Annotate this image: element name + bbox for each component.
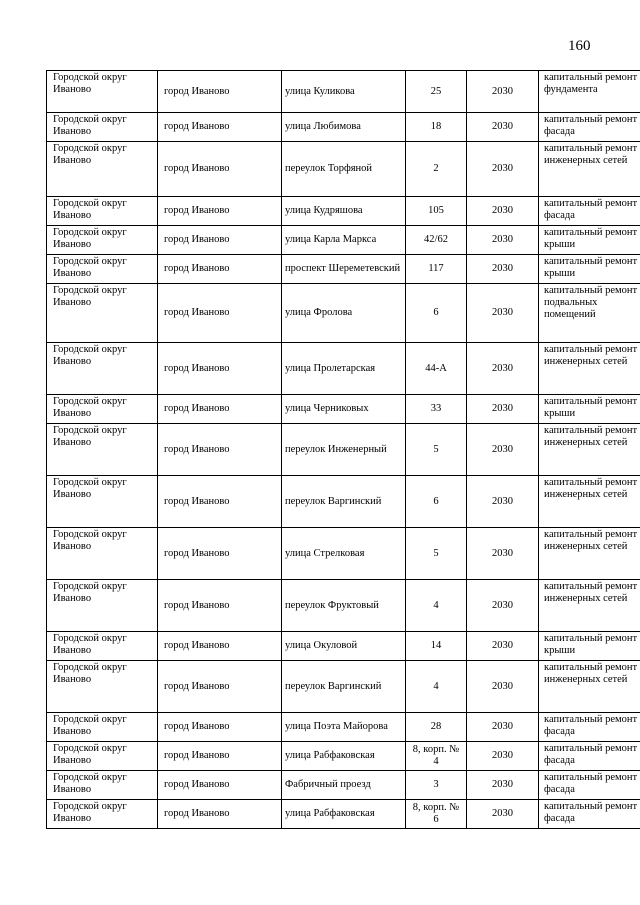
street-cell: Фабричный проезд bbox=[282, 771, 406, 800]
house-number-cell: 6 bbox=[406, 476, 467, 528]
street-cell: улица Любимова bbox=[282, 113, 406, 142]
street-cell: улица Окуловой bbox=[282, 632, 406, 661]
house-number-cell: 14 bbox=[406, 632, 467, 661]
city-cell: город Иваново bbox=[158, 197, 282, 226]
district-cell: Городской округ Иваново bbox=[47, 284, 158, 343]
year-cell: 2030 bbox=[467, 284, 539, 343]
street-cell: переулок Варгинский bbox=[282, 476, 406, 528]
house-number-cell: 33 bbox=[406, 395, 467, 424]
table-row bbox=[47, 113, 640, 142]
house-number-cell: 8, корп. № 4 bbox=[406, 742, 467, 771]
table-row bbox=[47, 226, 640, 255]
house-number-cell: 28 bbox=[406, 713, 467, 742]
street-cell: улица Рабфаковская bbox=[282, 742, 406, 771]
district-cell: Городской округ Иваново bbox=[47, 255, 158, 284]
street-cell: проспект Шереметевский bbox=[282, 255, 406, 284]
year-cell: 2030 bbox=[467, 742, 539, 771]
work-type-cell: капитальный ремонт крыши bbox=[539, 226, 640, 255]
house-number-cell: 5 bbox=[406, 424, 467, 476]
work-type-cell: капитальный ремонт инженерных сетей bbox=[539, 343, 640, 395]
house-number-cell: 4 bbox=[406, 661, 467, 713]
table-row bbox=[47, 71, 640, 113]
house-number-cell: 8, корп. № 6 bbox=[406, 800, 467, 829]
work-type-cell: капитальный ремонт инженерных сетей bbox=[539, 580, 640, 632]
city-cell: город Иваново bbox=[158, 580, 282, 632]
work-type-cell: капитальный ремонт фасада bbox=[539, 713, 640, 742]
table-row bbox=[47, 771, 640, 800]
district-cell: Городской округ Иваново bbox=[47, 661, 158, 713]
work-type-cell: капитальный ремонт крыши bbox=[539, 632, 640, 661]
work-type-cell: капитальный ремонт подвальных помещений bbox=[539, 284, 640, 343]
district-cell: Городской округ Иваново bbox=[47, 771, 158, 800]
table-row bbox=[47, 528, 640, 580]
city-cell: город Иваново bbox=[158, 284, 282, 343]
table-row bbox=[47, 424, 640, 476]
city-cell: город Иваново bbox=[158, 255, 282, 284]
street-cell: переулок Торфяной bbox=[282, 142, 406, 197]
page-number: 160 bbox=[568, 38, 591, 54]
table-row bbox=[47, 632, 640, 661]
table-row bbox=[47, 255, 640, 284]
work-type-cell: капитальный ремонт инженерных сетей bbox=[539, 476, 640, 528]
district-cell: Городской округ Иваново bbox=[47, 71, 158, 113]
year-cell: 2030 bbox=[467, 661, 539, 713]
street-cell: улица Фролова bbox=[282, 284, 406, 343]
house-number-cell: 5 bbox=[406, 528, 467, 580]
house-number-cell: 117 bbox=[406, 255, 467, 284]
year-cell: 2030 bbox=[467, 476, 539, 528]
city-cell: город Иваново bbox=[158, 226, 282, 255]
year-cell: 2030 bbox=[467, 197, 539, 226]
district-cell: Городской округ Иваново bbox=[47, 395, 158, 424]
district-cell: Городской округ Иваново bbox=[47, 580, 158, 632]
city-cell: город Иваново bbox=[158, 713, 282, 742]
table-row bbox=[47, 343, 640, 395]
city-cell: город Иваново bbox=[158, 343, 282, 395]
district-cell: Городской округ Иваново bbox=[47, 142, 158, 197]
street-cell: улица Поэта Майорова bbox=[282, 713, 406, 742]
district-cell: Городской округ Иваново bbox=[47, 113, 158, 142]
house-number-cell: 4 bbox=[406, 580, 467, 632]
year-cell: 2030 bbox=[467, 713, 539, 742]
work-type-cell: капитальный ремонт фасада bbox=[539, 113, 640, 142]
work-type-cell: капитальный ремонт крыши bbox=[539, 255, 640, 284]
city-cell: город Иваново bbox=[158, 771, 282, 800]
city-cell: город Иваново bbox=[158, 800, 282, 829]
table-row bbox=[47, 284, 640, 343]
city-cell: город Иваново bbox=[158, 528, 282, 580]
work-type-cell: капитальный ремонт инженерных сетей bbox=[539, 424, 640, 476]
work-type-cell: капитальный ремонт инженерных сетей bbox=[539, 528, 640, 580]
year-cell: 2030 bbox=[467, 424, 539, 476]
city-cell: город Иваново bbox=[158, 661, 282, 713]
city-cell: город Иваново bbox=[158, 71, 282, 113]
year-cell: 2030 bbox=[467, 632, 539, 661]
year-cell: 2030 bbox=[467, 771, 539, 800]
work-type-cell: капитальный ремонт фасада bbox=[539, 800, 640, 829]
year-cell: 2030 bbox=[467, 395, 539, 424]
year-cell: 2030 bbox=[467, 71, 539, 113]
house-number-cell: 42/62 bbox=[406, 226, 467, 255]
street-cell: улица Рабфаковская bbox=[282, 800, 406, 829]
house-number-cell: 18 bbox=[406, 113, 467, 142]
work-type-cell: капитальный ремонт фасада bbox=[539, 742, 640, 771]
work-type-cell: капитальный ремонт фундамента bbox=[539, 71, 640, 113]
district-cell: Городской округ Иваново bbox=[47, 476, 158, 528]
district-cell: Городской округ Иваново bbox=[47, 226, 158, 255]
repair-schedule-table bbox=[46, 70, 640, 829]
house-number-cell: 105 bbox=[406, 197, 467, 226]
city-cell: город Иваново bbox=[158, 113, 282, 142]
city-cell: город Иваново bbox=[158, 395, 282, 424]
district-cell: Городской округ Иваново bbox=[47, 528, 158, 580]
year-cell: 2030 bbox=[467, 113, 539, 142]
city-cell: город Иваново bbox=[158, 476, 282, 528]
table-row bbox=[47, 197, 640, 226]
house-number-cell: 3 bbox=[406, 771, 467, 800]
work-type-cell: капитальный ремонт инженерных сетей bbox=[539, 661, 640, 713]
table-row bbox=[47, 580, 640, 632]
city-cell: город Иваново bbox=[158, 424, 282, 476]
street-cell: переулок Варгинский bbox=[282, 661, 406, 713]
table-row bbox=[47, 713, 640, 742]
year-cell: 2030 bbox=[467, 800, 539, 829]
table-row bbox=[47, 476, 640, 528]
year-cell: 2030 bbox=[467, 528, 539, 580]
district-cell: Городской округ Иваново bbox=[47, 713, 158, 742]
district-cell: Городской округ Иваново bbox=[47, 800, 158, 829]
street-cell: переулок Фруктовый bbox=[282, 580, 406, 632]
work-type-cell: капитальный ремонт инженерных сетей bbox=[539, 142, 640, 197]
work-type-cell: капитальный ремонт крыши bbox=[539, 395, 640, 424]
table-row bbox=[47, 395, 640, 424]
house-number-cell: 2 bbox=[406, 142, 467, 197]
year-cell: 2030 bbox=[467, 142, 539, 197]
street-cell: улица Пролетарская bbox=[282, 343, 406, 395]
district-cell: Городской округ Иваново bbox=[47, 424, 158, 476]
table-row bbox=[47, 142, 640, 197]
year-cell: 2030 bbox=[467, 580, 539, 632]
street-cell: переулок Инженерный bbox=[282, 424, 406, 476]
year-cell: 2030 bbox=[467, 226, 539, 255]
year-cell: 2030 bbox=[467, 343, 539, 395]
work-type-cell: капитальный ремонт фасада bbox=[539, 197, 640, 226]
work-type-cell: капитальный ремонт фасада bbox=[539, 771, 640, 800]
city-cell: город Иваново bbox=[158, 632, 282, 661]
house-number-cell: 6 bbox=[406, 284, 467, 343]
year-cell: 2030 bbox=[467, 255, 539, 284]
district-cell: Городской округ Иваново bbox=[47, 742, 158, 771]
table-row bbox=[47, 661, 640, 713]
table-row bbox=[47, 742, 640, 771]
street-cell: улица Карла Маркса bbox=[282, 226, 406, 255]
city-cell: город Иваново bbox=[158, 142, 282, 197]
district-cell: Городской округ Иваново bbox=[47, 632, 158, 661]
house-number-cell: 25 bbox=[406, 71, 467, 113]
street-cell: улица Кудряшова bbox=[282, 197, 406, 226]
table-body bbox=[47, 71, 640, 829]
house-number-cell: 44-А bbox=[406, 343, 467, 395]
district-cell: Городской округ Иваново bbox=[47, 343, 158, 395]
district-cell: Городской округ Иваново bbox=[47, 197, 158, 226]
street-cell: улица Куликова bbox=[282, 71, 406, 113]
table-row bbox=[47, 800, 640, 829]
street-cell: улица Стрелковая bbox=[282, 528, 406, 580]
city-cell: город Иваново bbox=[158, 742, 282, 771]
street-cell: улица Черниковых bbox=[282, 395, 406, 424]
